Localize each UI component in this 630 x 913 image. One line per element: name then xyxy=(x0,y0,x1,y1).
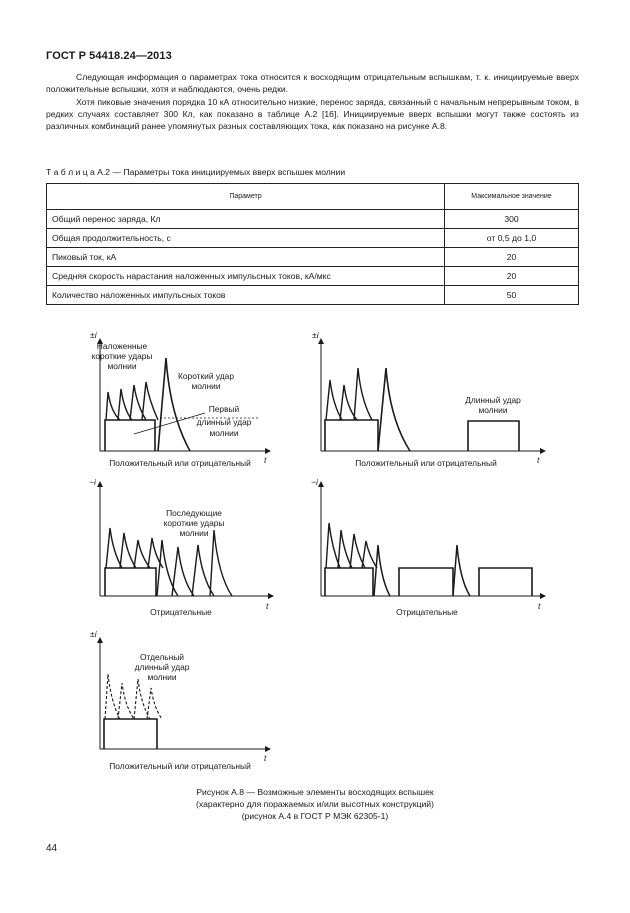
figure-caption-line-3: (рисунок А.4 в ГОСТ Р МЭК 62305-1) xyxy=(241,811,389,821)
y-axis-label: −i xyxy=(311,477,318,487)
table-cell-parameter: Количество наложенных импульсных токов xyxy=(47,286,445,305)
x-axis-label: t xyxy=(537,455,540,465)
superimposed-pulses xyxy=(326,368,372,420)
y-axis-label: ±i xyxy=(90,629,97,639)
leader-line xyxy=(134,413,205,434)
label-short-stroke-2: молнии xyxy=(191,381,221,391)
label-subsequent-1: Последующие xyxy=(166,508,222,518)
label-superimposed-1: Наложенные xyxy=(96,341,148,351)
table-cell-parameter: Общий перенос заряда, Кл xyxy=(47,210,445,229)
table-cell-value: 20 xyxy=(445,267,579,286)
table-cell-value: 300 xyxy=(445,210,579,229)
page-number: 44 xyxy=(46,843,58,854)
paragraph-1-text: Следующая информация о параметрах тока относится к восходящим отрицательным вспышкам, т. к. инициируемые вверх положительные вспышки, хотя и наблюдаются, очень редки. xyxy=(46,72,579,95)
panel-caption: Положительный или отрицательный xyxy=(355,458,497,468)
long-stroke-block xyxy=(468,421,519,451)
panel-caption: Отрицательные xyxy=(396,607,458,617)
table-cell-value: от 0,5 до 1,0 xyxy=(445,229,579,248)
y-axis-label: ±i xyxy=(312,330,319,340)
superimposed-pulses xyxy=(326,523,377,568)
label-single-long-1: Отдельный xyxy=(140,652,184,662)
continuous-current-block xyxy=(325,420,378,451)
x-axis-label: t xyxy=(264,455,267,465)
y-axis-label: −i xyxy=(89,477,96,487)
table-cell-parameter: Средняя скорость нарастания наложенных импульсных токов, кА/мкс xyxy=(47,267,445,286)
y-axis-label: ±i xyxy=(90,330,97,340)
panel-middle-left xyxy=(89,477,271,617)
table-cell-value: 50 xyxy=(445,286,579,305)
subsequent-short-strokes xyxy=(157,530,232,596)
label-short-stroke-1: Короткий удар xyxy=(178,371,234,381)
continuous-current-block xyxy=(104,719,157,749)
short-stroke-pulse-2 xyxy=(453,545,470,596)
x-axis-label: t xyxy=(264,753,267,763)
label-subsequent-3: молнии xyxy=(179,528,209,538)
x-axis-label: t xyxy=(538,601,541,611)
panel-caption: Положительный или отрицательный xyxy=(109,458,251,468)
label-superimposed-2: короткие удары xyxy=(91,351,153,361)
table-cell-parameter: Общая продолжительность, с xyxy=(47,229,445,248)
panel-caption: Отрицательные xyxy=(150,607,212,617)
label-superimposed-3: молнии xyxy=(107,361,137,371)
continuous-current-block xyxy=(105,568,156,596)
label-single-long-3: молнии xyxy=(147,672,177,682)
label-first-long-1: Первый xyxy=(208,404,240,414)
continuous-current-block xyxy=(325,568,373,596)
label-first-long-3: молнии xyxy=(209,428,239,438)
figure-caption-line-2: (характерно для поражаемых и/или высотных конструкций) xyxy=(196,799,434,809)
superimposed-pulses xyxy=(106,528,163,568)
short-stroke-pulse xyxy=(378,368,410,451)
panel-caption: Положительный или отрицательный xyxy=(109,761,251,771)
label-long-stroke-2: молнии xyxy=(478,405,508,415)
label-single-long-2: длинный удар xyxy=(134,662,190,672)
continuous-current-block xyxy=(105,420,155,451)
long-stroke-block-2 xyxy=(479,568,532,596)
figure-caption-line-1: Рисунок А.8 — Возможные элементы восходящих вспышек xyxy=(196,787,434,797)
superimposed-pulses xyxy=(106,382,158,420)
long-stroke-block-1 xyxy=(399,568,453,596)
label-first-long-2: длинный удар xyxy=(196,417,252,427)
short-stroke-pulse xyxy=(374,545,390,596)
table-cell-parameter: Пиковый ток, кА xyxy=(47,248,445,267)
paragraph-2-text: Хотя пиковые значения порядка 10 кА относительно низкие, перенос заряда, связанный с начальным непрерывным током, в редких случаях составляет 300 Кл, как показано в таблице А.2 [16]. Инициируемые вверх вспышки могут также состоять из различных комбинаций ранее упомянутых разных составляющих тока, как показано на рисунке А.8. xyxy=(46,97,579,132)
document-header: ГОСТ Р 54418.24—2013 xyxy=(46,50,172,62)
panel-bottom-left xyxy=(90,629,268,771)
panel-top-left xyxy=(90,330,268,468)
table-caption: Т а б л и ц а А.2 — Параметры тока инициируемых вверх вспышек молнии xyxy=(46,167,346,177)
label-long-stroke-1: Длинный удар xyxy=(465,395,521,405)
header-parameter: Параметр xyxy=(47,184,445,210)
panel-top-right xyxy=(312,330,543,468)
label-subsequent-2: короткие удары xyxy=(163,518,225,528)
x-axis-label: t xyxy=(266,601,269,611)
header-max-value: Максимальное значение xyxy=(445,184,579,210)
table-cell-value: 20 xyxy=(445,248,579,267)
panel-middle-right xyxy=(311,477,543,617)
